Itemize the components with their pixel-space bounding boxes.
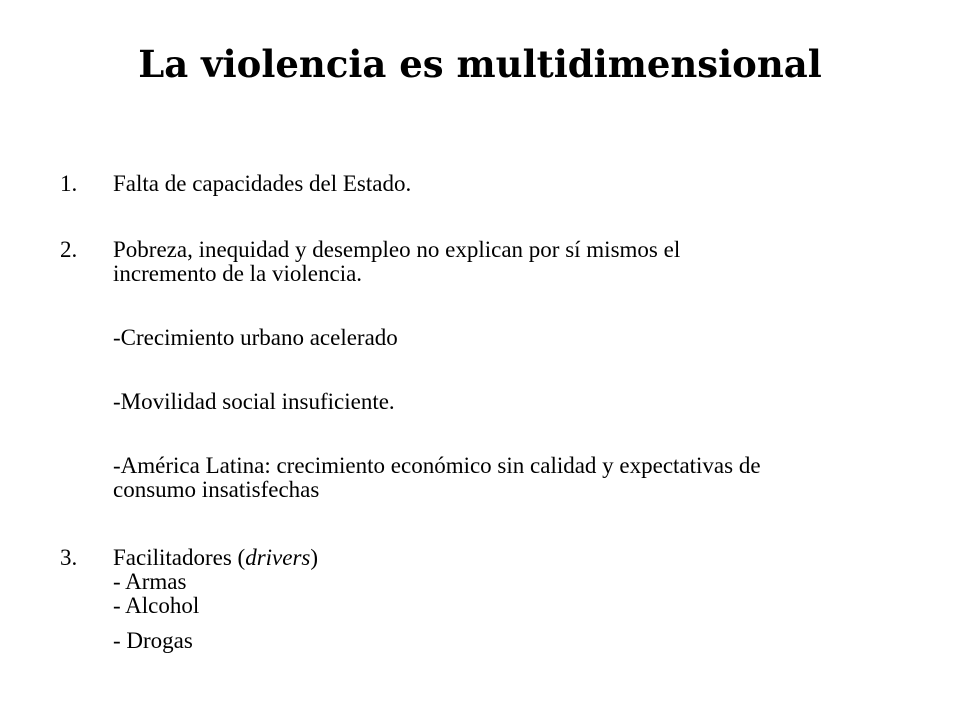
facilitators-prefix: Facilitadores ( [113,545,246,570]
facilitators-italic: drivers [245,545,311,570]
sub-item-line: -América Latina: crecimiento económico sin calidad y expectativas de [113,453,761,478]
sub-item-text: -Movilidad social insuficiente. [113,389,395,414]
facilitators-suffix: ) [310,545,319,570]
sub-item-armas: - Armas [113,569,187,594]
sub-item-alcohol: - Alcohol [113,593,200,618]
sub-item-text: -Crecimiento urbano acelerado [113,325,398,350]
list-text: Falta de capacidades del Estado. [113,171,412,196]
sub-item-drogas: - Drogas [113,628,193,653]
list-text-line: Pobreza, inequidad y desempleo no explican por sí mismos el [113,237,681,262]
slide-title: La violencia es multidimensional [138,42,822,86]
list-number: 2. [60,237,78,262]
list-text [113,546,913,653]
list-number: 1. [60,171,78,196]
sub-item-text [113,454,913,502]
facilitators-heading [113,546,913,570]
list-text-line: incremento de la violencia. [113,261,363,286]
sub-item-line: consumo insatisfechas [113,477,320,502]
list-text [113,238,913,286]
list-number: 3. [60,545,78,570]
